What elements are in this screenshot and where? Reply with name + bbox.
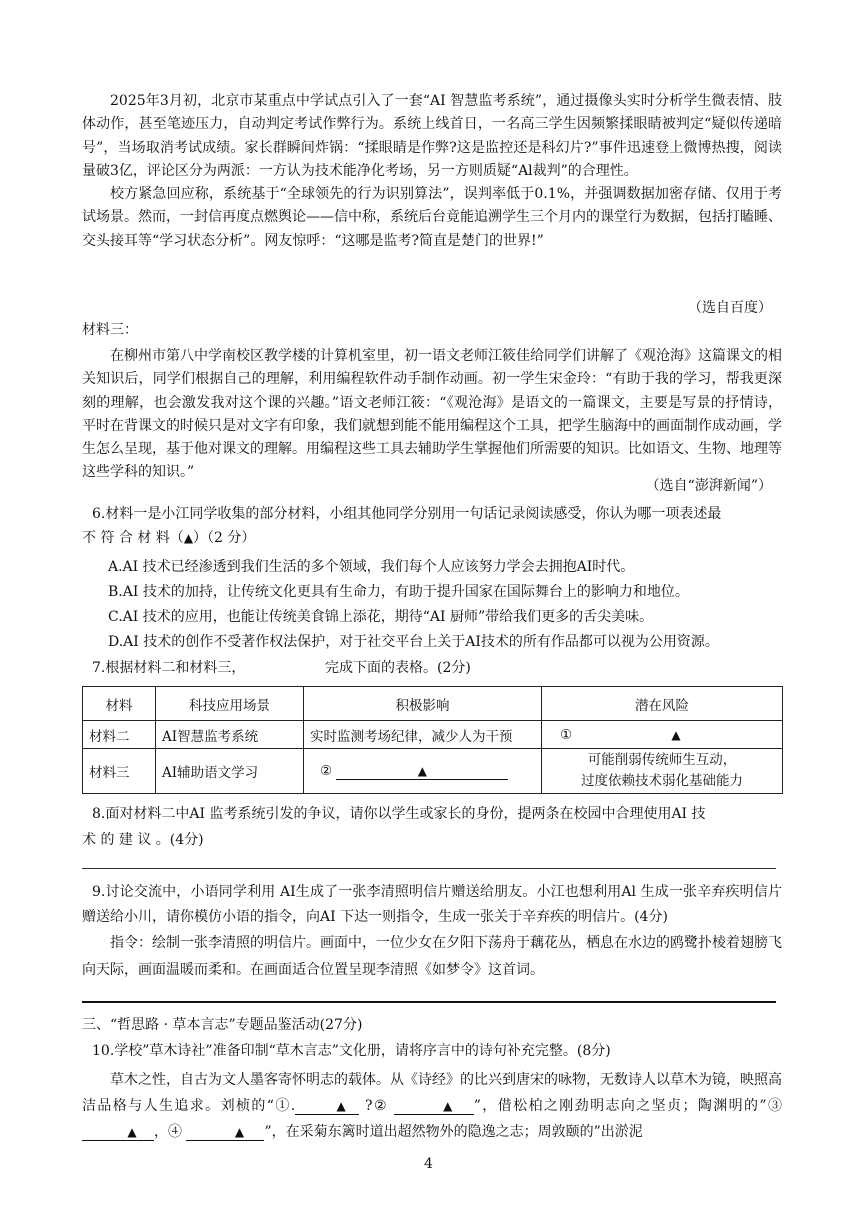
answer-placeholder-triangle: ▲ [127,1125,137,1139]
material-two-paragraph-1: 2025年3月初，北京市某重点中学试点引入了一套“AI 智慧监考系统”，通过摄像头实时分析学生微表情、肢体动作，甚至笔迹压力，自动判定考试作弊行为。系统上线首日，一名高三学生因频繁揉眼睛被判定“疑似传递暗号”，当场取消考试成绩。家长群瞬间炸锅：“揉眼睛是作弊?这是监控还是科幻片?”事件迅速登上微博热搜，阅读量破3亿，评论区分为两派：一方认为技术能净化考场，另一方则质疑“Al裁判”的合理性。 [82,93,782,179]
question-6-stem-line-2 [82,528,255,548]
table-header-row [83,687,783,721]
answer-blank-4 [186,1124,264,1141]
question-10-stem: 10.学校”草木诗社”准备印制“草木言志”文化册，请将序言中的诗句补充完整。(8分) [92,1043,611,1059]
answer-number-2: ② [320,762,333,779]
answer-placeholder-triangle: ▲ [671,727,681,742]
table-cell: 材料三 [83,749,156,794]
material-three-text [82,345,782,485]
blank-number-4: ④ [168,1124,182,1140]
table-cell: 材料二 [83,721,156,749]
answer-placeholder-triangle: ▲ [443,1099,453,1113]
answer-blank-3 [82,1124,154,1141]
risk-text-line-1: 可能削弱传统师生互动， [587,752,737,768]
material-three-heading: 材料三： [82,322,138,338]
preface-text: ”，借松柏之刚劲明志向之坚贞；陶渊明的” [473,1098,767,1114]
table-cell: AI辅助语文学习 [156,749,304,794]
answer-placeholder-triangle: ▲ [417,763,428,778]
table-cell [542,749,783,794]
table-header-cell: 积极影响 [304,687,542,721]
answer-blank [336,763,508,780]
table-cell-answer-1 [542,721,783,749]
preface-text: 草木之性，自古为文人墨客寄怀明志的载体。从《诗经》的比兴到唐宋的咏物，无数诗人以草木为镜，映照高洁品格与人生追求。刘桢的“ [82,1072,782,1114]
question-10-preface-text [82,1067,782,1145]
table-cell-answer-2 [304,749,542,794]
page-number: 4 [424,1156,433,1172]
punctuation: ? [365,1098,373,1114]
question-6-stem-suffix: ）（2 分） [193,530,256,546]
question-6-option-c: C.AI 技术的应用，也能让传统美食锦上添花，期待“AI 厨师”带给我们更多的舌尖美味。 [108,609,654,625]
material-two-source: （选自百度） [688,300,772,316]
answer-line [82,868,776,869]
question-6-stem-prefix: 不 符 合 材 料（ [82,530,184,546]
material-two-paragraph-2: 校方紧急回应称，系统基于“全球领先的行为识别算法”，误判率低于0.1%，并强调数据加密存储、仅用于考试场景。然而，一封信再度点燃舆论——信中称，系统后台竟能追溯学生三个月内的课堂行为数据，包括打瞌睡、交头接耳等“学习状态分析”。网友惊呼：“这哪是监考?简直是楚门的世界!” [82,186,782,249]
question-8-stem-line-1: 8.面对材料二中AI 监考系统引发的争议，请你以学生或家长的身份，提两条在校园中合理使用AI 技 [92,806,706,822]
blank-number-2: ② [372,1098,388,1114]
blank-number-1: ①. [273,1098,296,1114]
question-6-option-b: B.AI 技术的加持，让传统文化更具有生命力，有助于提升国家在国际舞台上的影响力和地位。 [108,584,689,600]
table-header-cell: 材料 [83,687,156,721]
question-7-stem-part-2: 完成下面的表格。(2分) [325,660,471,676]
answer-placeholder-triangle: ▲ [183,531,194,545]
question-6-option-d: D.AI 技术的创作不受著作权法保护，对于社交平台上关于AI技术的所有作品都可以视为公用资源。 [108,634,719,650]
section-3-title: 三、“哲思路 · 草本言志”专题品鉴活动(27分) [82,1017,363,1033]
preface-text: ”，在采菊东篱时道出超然物外的隐逸之志；周敦颐的”出淤泥 [264,1124,643,1140]
answer-blank-2 [394,1098,474,1115]
table-header-cell: 潜在风险 [542,687,783,721]
question-8-stem-line-2: 术 的 建 议 。(4分) [82,832,204,848]
table-cell: 实时监测考场纪律，减少人为干预 [304,721,542,749]
answer-placeholder-triangle: ▲ [336,1099,346,1113]
question-10-preface [82,1067,782,1145]
table-header-cell: 科技应用场景 [156,687,304,721]
punctuation: ， [154,1124,168,1140]
answer-number-1: ① [560,726,573,743]
material-three-source: （选自“澎湃新闻”） [645,478,772,494]
answer-blank-1 [295,1098,359,1115]
question-7-stem-part-1: 7.根据材料二和材料三， [92,660,246,676]
material-three-paragraph: 在柳州市第八中学南校区教学楼的计算机室里，初一语文老师江筱佳给同学们讲解了《观沧海》这篇课文的相关知识后，同学们根据自己的理解，利用编程软件动手制作动画。初一学生宋金玲：“有助于我的学习，帮我更深刻的理解，也会激发我对这个课的兴趣。”语文老师江筱：“《观沧海》是语文的一篇课文，主要是写景的抒情诗，平时在背课文的时候只是对文字有印象，我们就想到能不能用编程这个工具，把学生脑海中的画面制作成动画，学生怎么呈现，基于他对课文的理解。用编程这些工具去辅助学生掌握他们所需要的知识。比如语文、生物、地理等这些学科的知识。” [82,348,782,481]
blank-number-3: ③ [766,1098,783,1114]
question-6-option-a: A.AI 技术已经渗透到我们生活的多个领域，我们每个人应该努力学会去拥抱AI时代。 [108,559,635,575]
question-6-stem-line-1: 6.材料一是小江同学收集的部分材料，小组其他同学分别用一句话记录阅读感受，你认为哪一项表述最 [92,506,722,522]
question-9-text [82,880,782,984]
answer-line [82,1001,776,1003]
material-two-text [82,90,782,253]
table-row [83,721,783,749]
question-9-instruction-example: 指令：绘制一张李清照的明信片。画面中，一位少女在夕阳下荡舟于藕花丛，栖息在水边的鸥鹭扑棱着翅膀飞向天际，画面温暖而柔和。在画面适合位置呈现李清照《如梦令》这首词。 [82,935,782,978]
risk-text-line-2: 过度依赖技术弱化基础能力 [581,773,743,789]
question-7-table [82,686,783,794]
table-cell: AI智慧监考系统 [156,721,304,749]
question-9-stem: 9.讨论交流中，小语同学利用 AI生成了一张李清照明信片赠送给朋友。小江也想利用Al 生成一张辛弃疾明信片赠送给小川，请你模仿小语的指令，向AI 下达一则指令，生成一张关于辛弃疾的明信片。(4分) [82,884,782,925]
answer-placeholder-triangle: ▲ [234,1125,245,1139]
table-row [83,749,783,794]
